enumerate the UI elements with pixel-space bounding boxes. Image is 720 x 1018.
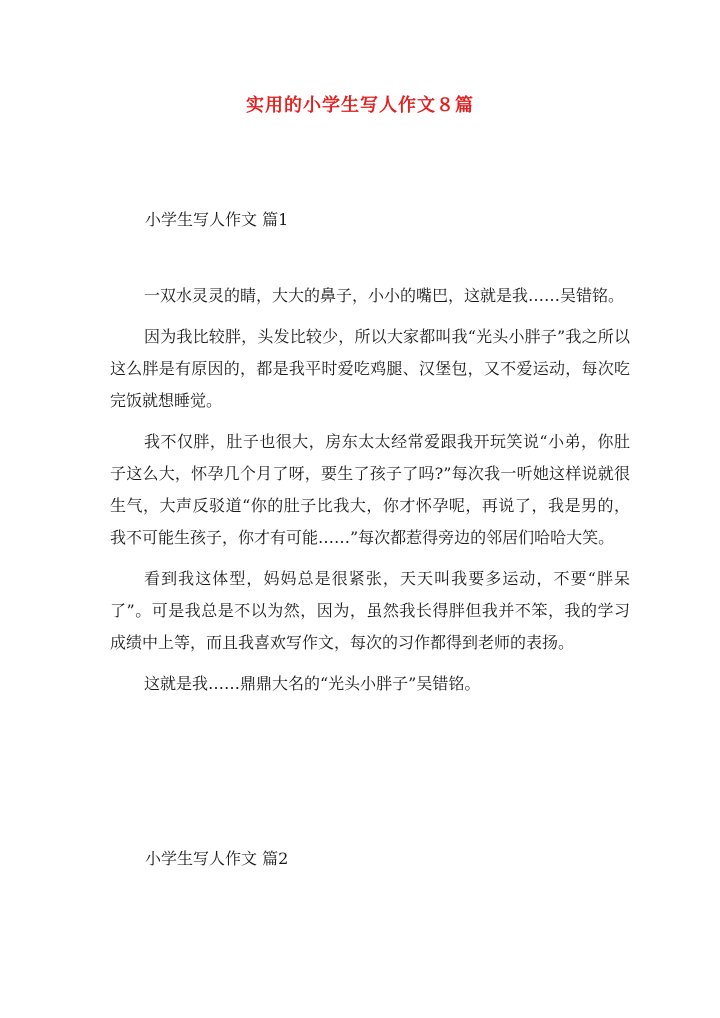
section-heading-1: 小学生写人作文 篇1 bbox=[145, 210, 289, 229]
section-1-body bbox=[110, 280, 630, 709]
paragraph-4: 看到我这体型，妈妈总是很紧张，天天叫我要多运动，不要“胖呆了”。可是我总是不以为然，因为，虽然我长得胖但我并不笨，我的学习成绩中上等，而且我喜欢写作文，每次的习作都得到老师的表扬。 bbox=[110, 569, 630, 652]
paragraph-3: 我不仅胖，肚子也很大，房东太太经常爱跟我开玩笑说“小弟，你肚子这么大，怀孕几个月了呀，要生了孩子了吗?”每次我一听她这样说就很生气，大声反驳道“你的肚子比我大，你才怀孕呢，再说了，我是男的，我不可能生孩子，你才有可能……”每次都惹得旁边的邻居们哈哈大笑。 bbox=[110, 432, 630, 547]
paragraph-2: 因为我比较胖，头发比较少，所以大家都叫我“光头小胖子”我之所以这么胖是有原因的，都是我平时爱吃鸡腿、汉堡包，又不爱运动，每次吃完饭就想睡觉。 bbox=[110, 327, 630, 410]
document-title: 实用的小学生写人作文８篇 bbox=[246, 95, 474, 116]
section-heading-2: 小学生写人作文 篇2 bbox=[145, 849, 289, 868]
paragraph-1: 一双水灵灵的睛，大大的鼻子，小小的嘴巴，这就是我……吴错铭。 bbox=[144, 286, 625, 305]
paragraph-5: 这就是我……鼎鼎大名的“光头小胖子”吴错铭。 bbox=[144, 674, 481, 693]
